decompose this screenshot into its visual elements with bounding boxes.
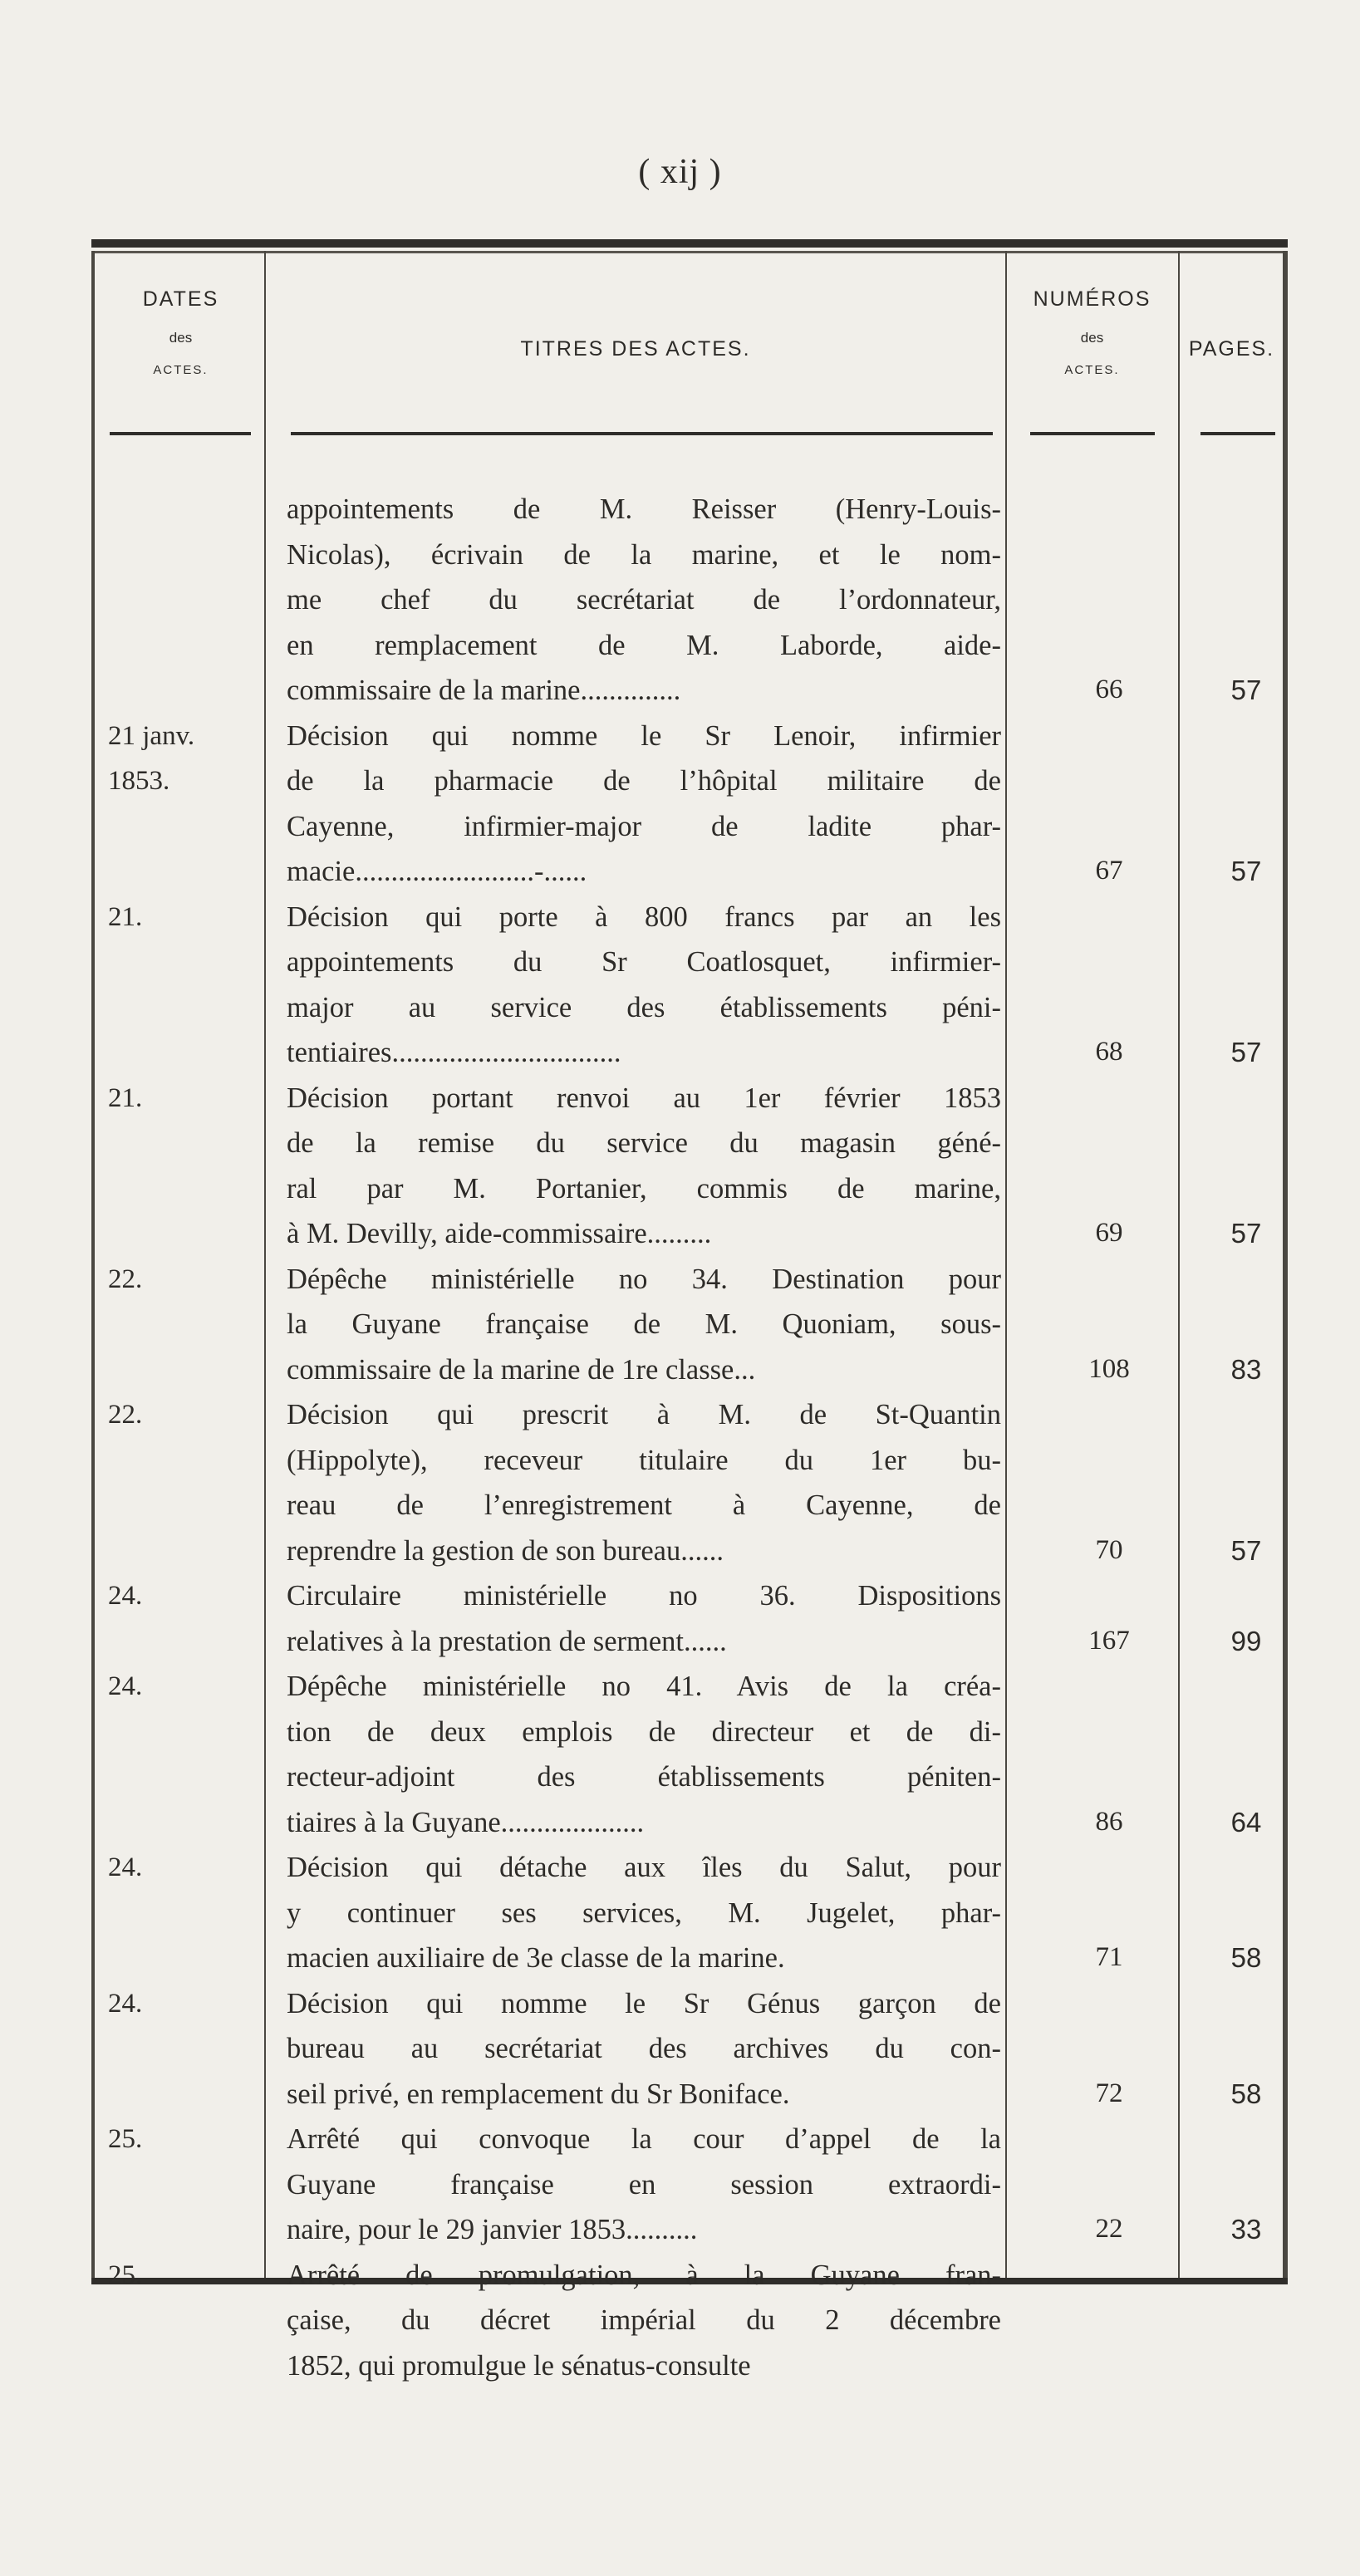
entry-page: 58 xyxy=(1230,2078,1262,2109)
entry-number: 86 xyxy=(1095,1806,1123,1837)
entry-title-line: tion de deux emplois de directeur et de di- xyxy=(287,1715,1001,1748)
entry-title-line: me chef du secrétariat de l’ordonnateur, xyxy=(287,584,1001,616)
entry-number: 69 xyxy=(1095,1218,1123,1248)
entry-title-line: appointements de M. Reisser (Henry-Louis- xyxy=(287,493,1001,525)
entry-title-line: tentiaires................................ xyxy=(287,1037,621,1068)
entry-title-line: commissaire de la marine.............. xyxy=(287,675,681,706)
entry-title-line: reau de l’enregistrement à Cayenne, de xyxy=(287,1489,1001,1521)
entry-page: 57 xyxy=(1230,856,1262,886)
entry-title-line: Décision portant renvoi au 1er février 1853 xyxy=(287,1082,1001,1114)
entry-date-year: 1853. xyxy=(108,766,170,796)
header-titles: TITRES DES ACTES. xyxy=(520,337,751,361)
column-divider-titles xyxy=(1005,251,1007,2278)
entry-date: 25. xyxy=(108,2124,143,2154)
header-dates: DATES des ACTES. xyxy=(142,287,219,377)
left-border xyxy=(91,251,95,2278)
entry-title xyxy=(287,1076,1001,1257)
entry-title-line: Décision qui nomme le Sr Lenoir, infirmier xyxy=(287,719,1001,752)
header-rule-dates xyxy=(110,432,251,435)
entry-title xyxy=(287,1845,1001,1981)
entry-number: 108 xyxy=(1088,1353,1130,1384)
entry-page: 57 xyxy=(1230,1534,1262,1566)
entry-page: 83 xyxy=(1230,1353,1262,1385)
entry-title-line: Nicolas), écrivain de la marine, et le nom- xyxy=(287,538,1001,571)
entry-date: 21. xyxy=(108,1082,143,1113)
entry-page: 33 xyxy=(1230,2214,1262,2245)
entry-title-line: macien auxiliaire de 3e classe de la marine. xyxy=(287,1942,785,1974)
entry-number: 22 xyxy=(1095,2214,1123,2244)
page-number: ( xij ) xyxy=(638,153,722,191)
column-divider-numbers xyxy=(1178,251,1180,2278)
header-pages: PAGES. xyxy=(1188,337,1275,361)
top-rule xyxy=(91,239,1288,248)
entry-title xyxy=(287,895,1001,1076)
entry-date: 24. xyxy=(108,1852,143,1882)
entry-title-line: Arrêté de promulgation, à la Guyane fran- xyxy=(287,2259,1001,2291)
right-border xyxy=(1283,251,1288,2278)
header-rule-titles xyxy=(291,432,993,435)
header-rule-numbers xyxy=(1030,432,1155,435)
entry-date: 24. xyxy=(108,1671,143,1701)
entry-title xyxy=(287,1257,1001,1393)
entry-title-line: y continuer ses services, M. Jugelet, phar- xyxy=(287,1896,1001,1929)
entry-title-line: de la remise du service du magasin géné- xyxy=(287,1127,1001,1159)
entry-title-line: tiaires à la Guyane.................... xyxy=(287,1806,645,1838)
entry-page: 57 xyxy=(1230,1218,1262,1249)
entry-title xyxy=(287,2117,1001,2253)
entry-number: 67 xyxy=(1095,856,1123,886)
entry-title xyxy=(287,2253,1001,2389)
entry-date: 22. xyxy=(108,1263,143,1294)
entry-number: 71 xyxy=(1095,1942,1123,1972)
entry-title-line: Dépêche ministérielle no 41. Avis de la créa- xyxy=(287,1671,1001,1702)
entry-title-line: 1852, qui promulgue le sénatus-consulte xyxy=(287,2349,751,2382)
entry-number: 70 xyxy=(1095,1534,1123,1565)
entry-title-line: seil privé, en remplacement du Sr Boniface. xyxy=(287,2078,790,2110)
entry-title-line: (Hippolyte), receveur titulaire du 1er bu- xyxy=(287,1444,1001,1476)
entry-title-line: Dépêche ministérielle no 34. Destination pour xyxy=(287,1263,1001,1295)
entry-title-line: Décision qui prescrit à M. de St-Quantin xyxy=(287,1399,1001,1430)
entry-title-line: à M. Devilly, aide-commissaire......... xyxy=(287,1218,712,1249)
entry-title-line: recteur-adjoint des établissements péniten- xyxy=(287,1761,1001,1793)
entry-date: 24. xyxy=(108,1581,143,1611)
entry-date: 24. xyxy=(108,1988,143,2019)
entry-title-line: Cayenne, infirmier-major de ladite phar- xyxy=(287,810,1001,842)
entry-title-line: Circulaire ministérielle no 36. Dispositions xyxy=(287,1580,1001,1612)
entry-title-line: bureau au secrétariat des archives du con- xyxy=(287,2033,1001,2064)
entry-title-line: Décision qui détache aux îles du Salut, pour xyxy=(287,1852,1001,1883)
entry-date: 22. xyxy=(108,1400,143,1430)
entry-page: 64 xyxy=(1230,1806,1262,1838)
entry-title-line: relatives à la prestation de serment...... xyxy=(287,1625,727,1657)
entry-page: 58 xyxy=(1230,1942,1262,1973)
entry-title-line: la Guyane française de M. Quoniam, sous- xyxy=(287,1308,1001,1340)
entry-title-line: commissaire de la marine de 1re classe... xyxy=(287,1353,756,1386)
entry-title xyxy=(287,1664,1001,1845)
column-divider-dates xyxy=(264,251,266,2278)
entry-page: 99 xyxy=(1230,1625,1262,1656)
entry-title xyxy=(287,714,1001,895)
entry-title-line: Décision qui porte à 800 francs par an les xyxy=(287,900,1001,933)
entry-date: 21. xyxy=(108,901,143,932)
entry-title-line: reprendre la gestion de son bureau...... xyxy=(287,1534,724,1567)
entry-number: 66 xyxy=(1095,675,1123,704)
entry-number: 72 xyxy=(1095,2078,1123,2108)
header-numbers: NUMÉROS des ACTES. xyxy=(1033,287,1151,377)
entry-page: 57 xyxy=(1230,675,1262,705)
entry-title xyxy=(287,1392,1001,1573)
entry-title-line: naire, pour le 29 janvier 1853.......... xyxy=(287,2214,698,2245)
entry-title-line: ral par M. Portanier, commis de marine, xyxy=(287,1172,1001,1205)
entry-title-line: Décision qui nomme le Sr Génus garçon de xyxy=(287,1987,1001,2019)
entry-title-line: macie.........................-...... xyxy=(287,856,587,887)
header-rule-pages xyxy=(1200,432,1275,435)
entry-number: 167 xyxy=(1088,1625,1130,1656)
entry-title-line: çaise, du décret impérial du 2 décembre xyxy=(287,2304,1001,2336)
entry-title-line: de la pharmacie de l’hôpital militaire de xyxy=(287,765,1001,797)
entry-date: 25. xyxy=(108,2260,143,2290)
top-rule-thin xyxy=(91,251,1288,253)
entry-number: 68 xyxy=(1095,1037,1123,1067)
entry-title-line: en remplacement de M. Laborde, aide- xyxy=(287,629,1001,661)
entry-title xyxy=(287,487,1001,714)
entry-title-line: major au service des établissements péni- xyxy=(287,991,1001,1023)
entry-title xyxy=(287,1573,1001,1664)
entry-title-line: Arrêté qui convoque la cour d’appel de la xyxy=(287,2123,1001,2155)
entry-title xyxy=(287,1981,1001,2117)
entry-title-line: Guyane française en session extraordi- xyxy=(287,2168,1001,2201)
entry-title-line: appointements du Sr Coatlosquet, infirmier- xyxy=(287,946,1001,978)
entry-date: 21 janv. xyxy=(108,720,195,751)
entry-page: 57 xyxy=(1230,1037,1262,1067)
